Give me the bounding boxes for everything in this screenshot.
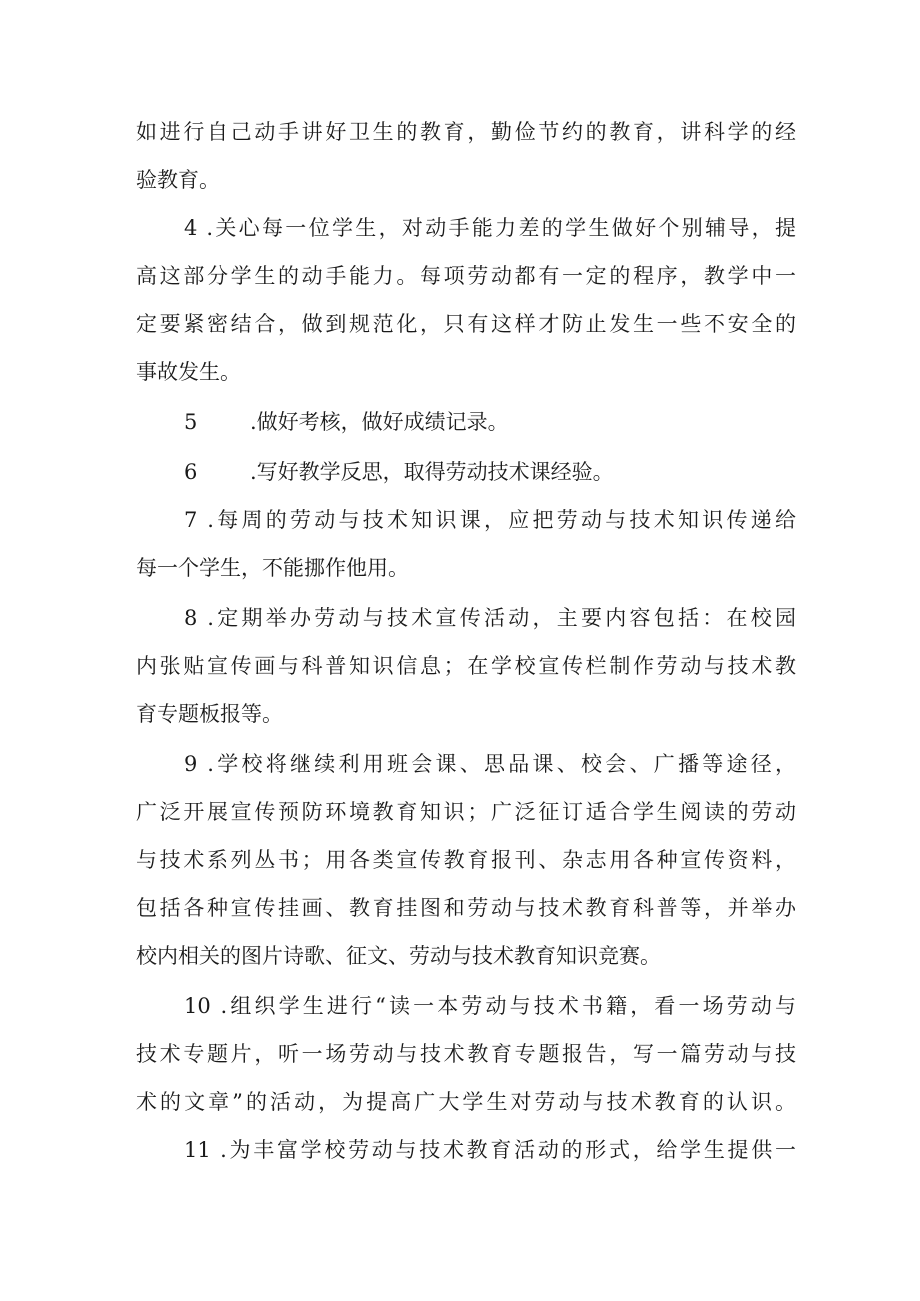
paragraph-line: 校内相关的图片诗歌、征文、劳动与技术教育知识竞赛。: [136, 944, 661, 968]
paragraph-line: 每一个学生，不能挪作他用。: [136, 556, 409, 580]
paragraph-line: 如进行自己动手讲好卫生的教育，勤俭节约的教育，讲科学的经: [136, 120, 796, 144]
paragraph-line: 育专题板报等。: [136, 702, 283, 726]
list-text: .做好考核，做好成绩记录。: [250, 410, 509, 434]
paragraph-line: 与技术系列丛书；用各类宣传教育报刊、杂志用各种宣传资料，: [136, 848, 796, 872]
paragraph-line: 包括各种宣传挂画、教育挂图和劳动与技术教育科普等，并举办: [136, 896, 796, 920]
paragraph-line: [184, 402, 509, 442]
paragraph-line: 7 .每周的劳动与技术知识课，应把劳动与技术知识传递给: [184, 508, 796, 532]
paragraph-line: 9 .学校将继续利用班会课、思品课、校会、广播等途径，: [184, 752, 796, 776]
paragraph-line: 定要紧密结合，做到规范化，只有这样才防止发生一些不安全的: [136, 312, 796, 336]
paragraph-line: 内张贴宣传画与科普知识信息；在学校宣传栏制作劳动与技术教: [136, 654, 796, 678]
paragraph-line: 11 .为丰富学校劳动与技术教育活动的形式，给学生提供一: [184, 1138, 796, 1162]
paragraph-line: 技术专题片，听一场劳动与技术教育专题报告，写一篇劳动与技: [136, 1042, 796, 1066]
list-number: 5: [184, 410, 198, 434]
paragraph-line: 广泛开展宣传预防环境教育知识；广泛征订适合学生阅读的劳动: [136, 800, 796, 824]
paragraph-line: 验教育。: [136, 168, 220, 192]
list-number: 6: [184, 460, 198, 484]
paragraph-line: 4 .关心每一位学生，对动手能力差的学生做好个别辅导，提: [184, 216, 796, 240]
paragraph-line: 10 .组织学生进行“读一本劳动与技术书籍，看一场劳动与: [184, 994, 796, 1018]
list-text: .写好教学反思，取得劳动技术课经验。: [250, 460, 614, 484]
paragraph-line: 术的文章”的活动，为提高广大学生对劳动与技术教育的认识。: [136, 1090, 796, 1114]
paragraph-line: 高这部分学生的动手能力。每项劳动都有一定的程序，教学中一: [136, 264, 796, 288]
paragraph-line: 事故发生。: [136, 360, 241, 384]
paragraph-line: 8 .定期举办劳动与技术宣传活动，主要内容包括：在校园: [184, 606, 796, 630]
paragraph-line: [184, 452, 614, 492]
